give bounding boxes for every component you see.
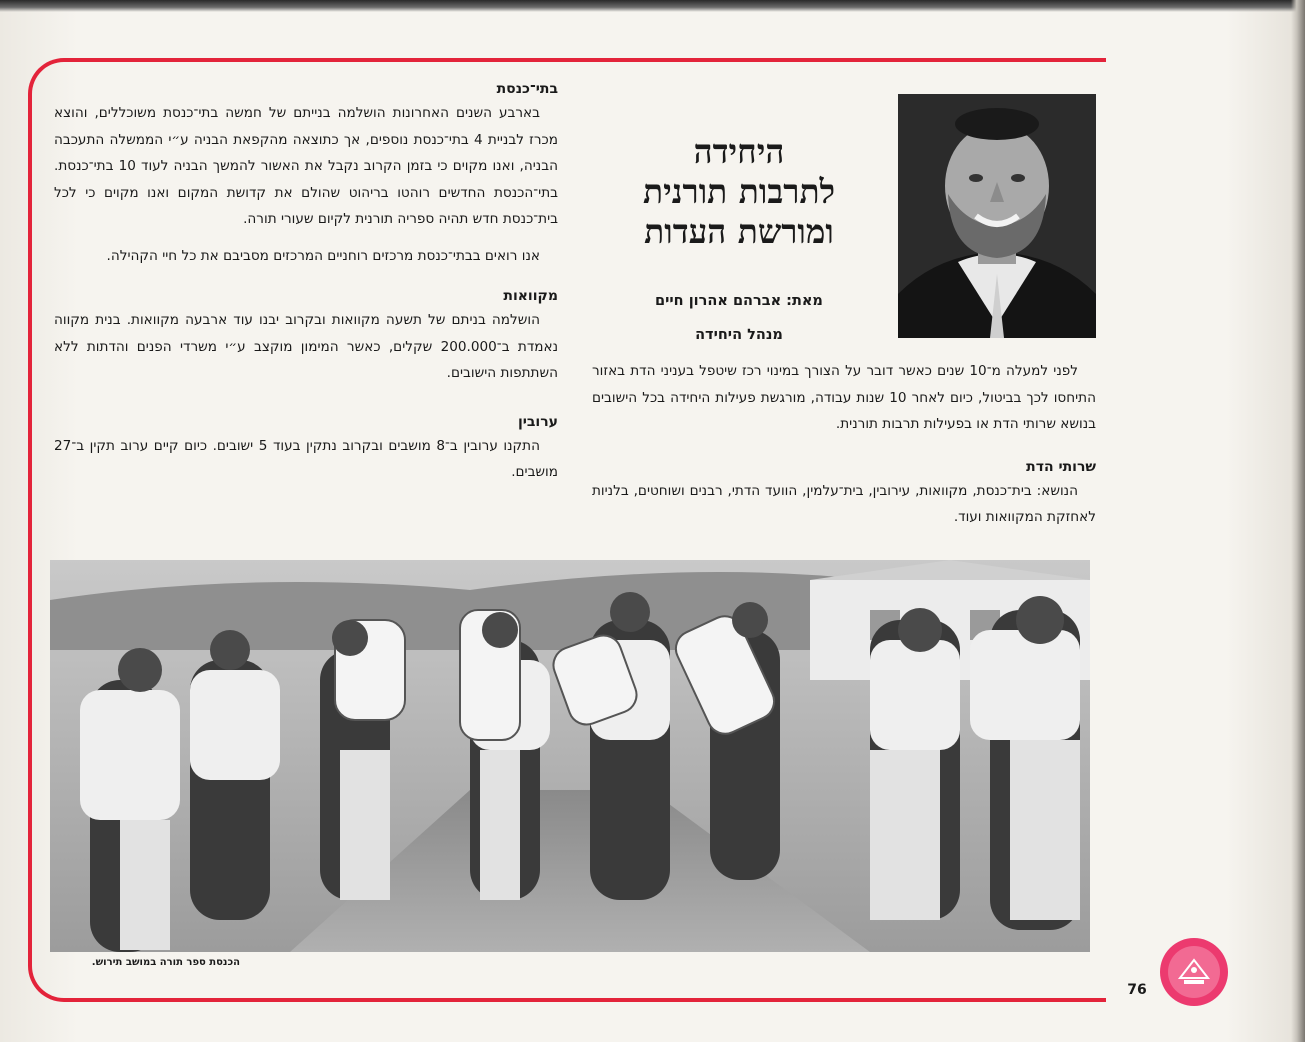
procession-photo (50, 560, 1090, 952)
headline-line: ומורשת העדות (644, 212, 834, 251)
section-mikvaot (54, 285, 558, 387)
section-heading: מקוואות (503, 288, 558, 304)
frame-top-line (64, 58, 1106, 62)
section-heading: בתי־כנסת (496, 81, 558, 97)
procession-illustration (50, 560, 1090, 952)
logo-badge (1160, 938, 1228, 1006)
photo-caption: הכנסת ספר תורה במושב תירוש. (91, 957, 240, 968)
byline (580, 284, 898, 352)
scan-top-edge (0, 0, 1305, 12)
section-religious-services (592, 456, 1096, 531)
byline-role: מנהל היחידה (695, 327, 783, 343)
headline-line: היחידה (693, 132, 785, 171)
byline-author: מאת: אברהם אהרון חיים (655, 293, 823, 309)
paragraph: התקנו ערובין ב־8 מושבים ובקרוב נתקין בעוד 5 ישובים. כיום קיים ערוב תקין ב־27 מושבים. (54, 437, 558, 480)
logo-emblem (1166, 944, 1222, 1000)
paragraph: הנושא: בית־כנסת, מקוואות, עירובין, בית־עלמין, הוועד הדתי, רבנים ושוחטים, בלניות לאחזקת המקוואות ועוד. (592, 482, 1096, 525)
portrait-photo (898, 94, 1096, 338)
headline-line: לתרבות תורנית (642, 172, 836, 211)
portrait-illustration (898, 94, 1096, 338)
frame-bottom-line (64, 998, 1090, 1002)
article-column-right (592, 358, 1096, 531)
scan-right-edge (1291, 0, 1305, 1042)
paragraph: לפני למעלה מ־10 שנים כאשר דובר על הצורך במינוי רכז שיטפל בעניני הדת באזור התיחסו לכך בביטול, כיום לאחר 10 שנות עבודה, מורגשת פעילות היחידה בכל הישובים בנושא שרותי הדת או בפעילות תרבות תורנית. (592, 363, 1096, 432)
section-eruvin (54, 411, 558, 486)
paragraph: אנו רואים בבתי־כנסת מרכזים רוחניים המרכזים מסביבם את כל חיי הקהילה. (106, 247, 540, 264)
page-number: 76 (1127, 982, 1147, 998)
section-synagogues (54, 78, 558, 269)
article-column-left (54, 78, 558, 486)
section-heading: ערובין (517, 413, 558, 430)
article-headline (580, 132, 898, 252)
section-heading: שרותי הדת (1026, 458, 1096, 475)
paragraph: בארבע השנים האחרונות הושלמה בנייתם של חמשה בתי־כנסת משוכללים, והוצא מכרז לבניית 4 בתי־כנסת נוספים, אך כתוצאה מהקפאת הבניה ע״י הממשלה התעכבה הבניה, ואנו מקוים כי בזמן הקרוב נקבל את האשור להמשך הבניה לעוד 10 בתי־כנסת. בתי־הכנסת החדשים רוהטו בריהוט שהולם את קדושת המקום ואנו מקוים כי לכל בית־כנסת חדש תהיה ספריה תורנית לקיום שעורי תורה. (54, 105, 558, 227)
paragraph: הושלמה בניתם של תשעה מקוואות ובקרוב יבנו עוד ארבעה מקוואות. בנית מקווה נאמדת ב־200.000 שקלים, כאשר המימון מוקצב ע״י משרדי הפנים והדתות ללא השתתפות הישובים. (54, 312, 559, 381)
